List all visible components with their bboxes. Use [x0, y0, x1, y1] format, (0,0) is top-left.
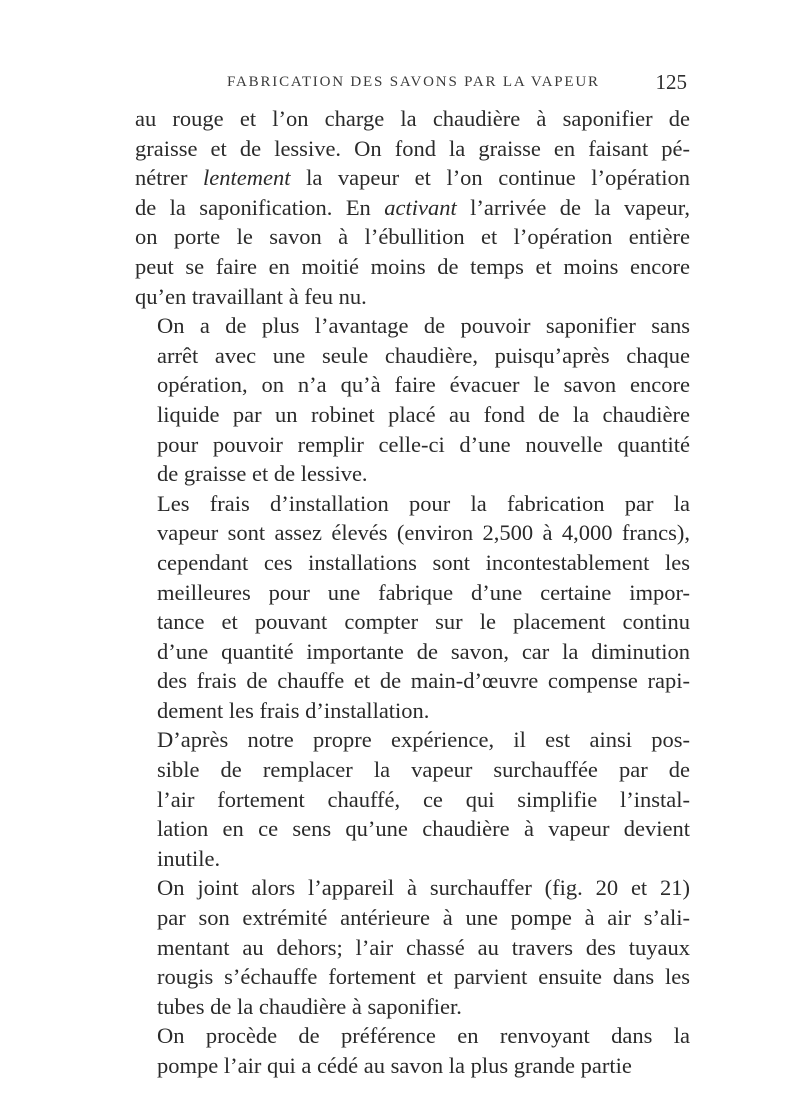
paragraph	[135, 489, 690, 726]
text-line: inutile.	[157, 845, 221, 871]
text-line: meilleures pour une fabrique d’une certaine impor-	[157, 579, 690, 605]
page-number: 125	[655, 70, 687, 94]
text-line: cependant ces installations sont incontestablement les	[157, 549, 690, 575]
text-line	[135, 193, 690, 223]
text-run: la vapeur et l’on continue l’opération	[290, 165, 690, 191]
text-line: On a de plus l’avantage de pouvoir saponifier sans	[157, 313, 690, 339]
text-line: de graisse et de lessive.	[157, 461, 368, 487]
text-line: liquide par un robinet placé au fond de la chaudière	[157, 401, 690, 427]
paragraph	[135, 104, 690, 311]
running-header	[135, 70, 687, 98]
paragraph	[135, 311, 690, 489]
text-line: peut se faire en moitié moins de temps et moins encore	[135, 253, 690, 279]
text-line: dement les frais d’installation.	[157, 697, 430, 723]
text-run: l’arrivée de la vapeur,	[456, 194, 690, 220]
running-title: FABRICATION DES SAVONS PAR LA VAPEUR	[227, 74, 600, 90]
body-text	[135, 104, 690, 1081]
text-line: arrêt avec une seule chaudière, puisqu’après chaque	[157, 342, 690, 368]
text-line: sible de remplacer la vapeur surchauffée par de	[157, 757, 690, 783]
paragraph	[135, 725, 690, 873]
emphasis-run: activant	[384, 194, 457, 220]
text-line: tance et pouvant compter sur le placement continu	[157, 609, 690, 635]
text-line: D’après notre propre expérience, il est ainsi pos-	[157, 727, 690, 753]
text-line: au rouge et l’on charge la chaudière à saponifier de	[135, 106, 690, 131]
text-line: l’air fortement chauffé, ce qui simplifie l’instal-	[157, 786, 690, 812]
emphasis-run: lentement	[203, 165, 291, 191]
text-line: pour pouvoir remplir celle-ci d’une nouvelle quantité	[157, 431, 690, 457]
text-line: tubes de la chaudière à saponifier.	[157, 993, 462, 1019]
text-line: des frais de chauffe et de main-d’œuvre compense rapi-	[157, 668, 690, 694]
text-line: mentant au dehors; l’air chassé au travers des tuyaux	[157, 934, 690, 960]
text-run: de la saponification. En	[135, 194, 385, 220]
text-line: vapeur sont assez élevés (environ 2,500 à 4,000 francs),	[157, 520, 690, 546]
text-line: Les frais d’installation pour la fabrication par la	[157, 490, 690, 516]
paragraph	[135, 1021, 690, 1080]
text-run: nétrer	[135, 165, 204, 191]
text-line: opération, on n’a qu’à faire évacuer le savon encore	[157, 372, 690, 398]
text-line: d’une quantité importante de savon, car la diminution	[157, 638, 690, 664]
text-line: lation en ce sens qu’une chaudière à vapeur devient	[157, 816, 690, 842]
text-line: par son extrémité antérieure à une pompe à air s’ali-	[157, 905, 690, 931]
text-line: pompe l’air qui a cédé au savon la plus grande partie	[157, 1053, 632, 1078]
text-line: On procède de préférence en renvoyant dans la	[157, 1023, 690, 1049]
text-line: rougis s’échauffe fortement et parvient ensuite dans les	[157, 964, 690, 990]
text-line: On joint alors l’appareil à surchauffer (fig. 20 et 21)	[157, 875, 690, 901]
text-line: graisse et de lessive. On fond la graisse en faisant pé-	[135, 135, 690, 161]
paragraph	[135, 873, 690, 1021]
text-line: on porte le savon à l’ébullition et l’opération entière	[135, 224, 690, 250]
text-line	[135, 163, 690, 193]
text-line: qu’en travaillant à feu nu.	[135, 283, 367, 309]
